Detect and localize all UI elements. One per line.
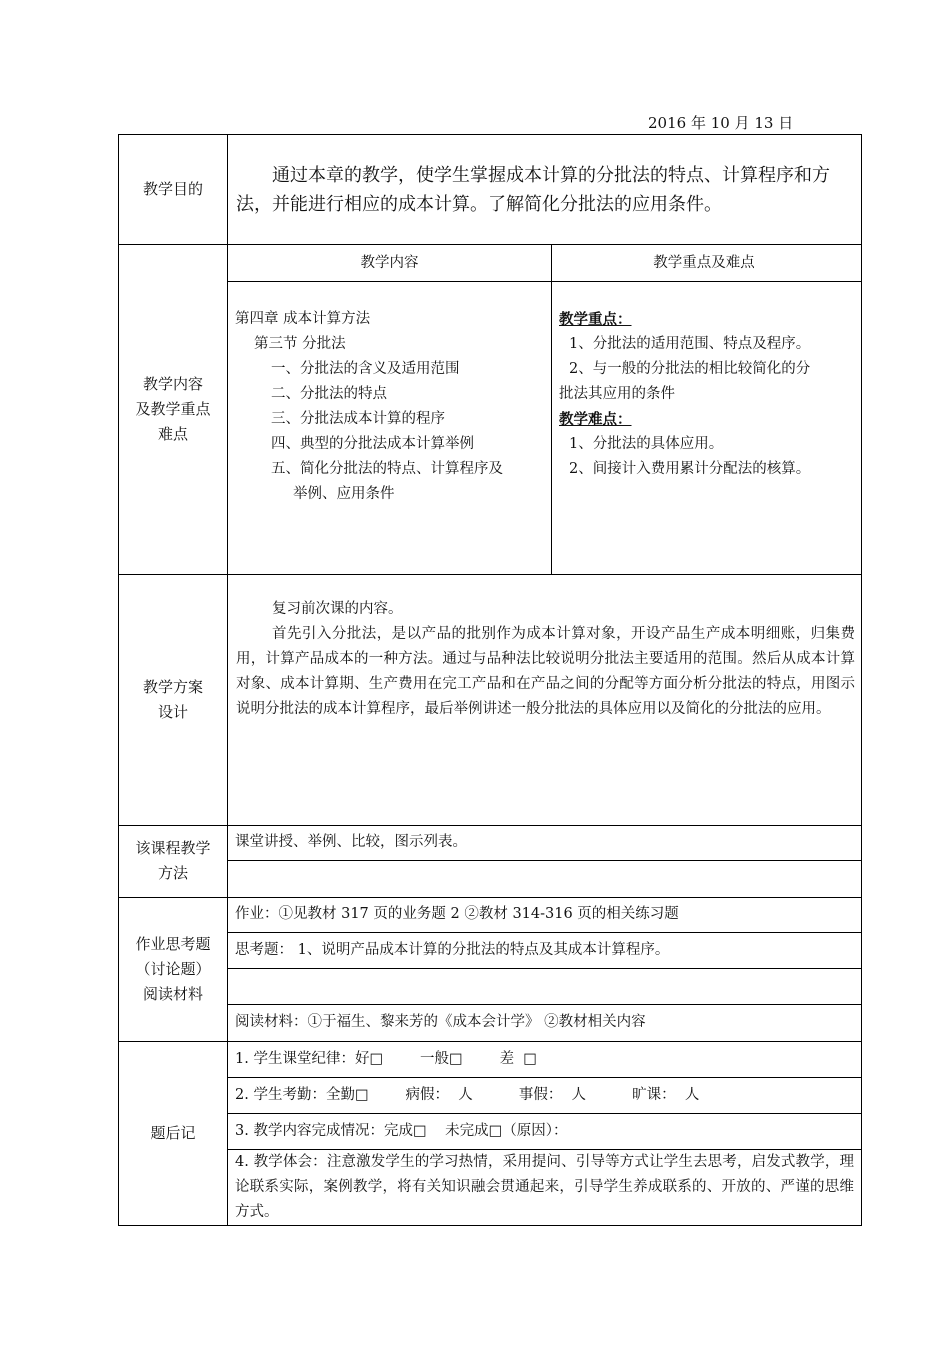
purpose-text: 通过本章的教学，使学生掌握成本计算的分批法的特点、计算程序和方法，并能进行相应的成本计算。了解简化分批法的应用条件。 <box>236 164 830 215</box>
label-content: 教学内容 及教学重点 难点 <box>119 245 228 575</box>
method-text: 课堂讲授、举例、比较，图示列表。 <box>235 834 467 851</box>
reading-material: 阅读材料：①于福生、黎来芳的《成本会计学》 ②教材相关内容 <box>228 1005 861 1041</box>
key-points <box>552 282 862 574</box>
row-method <box>119 825 862 897</box>
homework-blank <box>228 969 861 1005</box>
completion-line: 3. 教学内容完成情况：完成□ 未完成□（原因）： <box>228 1114 861 1150</box>
section-title: 第三节 分批法 <box>254 336 346 352</box>
row-homework <box>119 897 862 1041</box>
design-cell <box>228 574 862 825</box>
design-para-1: 复习前次课的内容。 <box>272 600 403 617</box>
reflection-text: 4. 教学体会：注意激发学生的学习热情，采用提问、引导等方式让学生去思考，启发式教学，理论联系实际，案例教学，将有关知识融会贯通起来，引导学生养成联系的、开放的、严谨的思维方式。 <box>228 1150 861 1226</box>
afternote-cell <box>228 1041 862 1226</box>
content-outline <box>228 282 552 574</box>
label-method: 该课程教学 方法 <box>119 825 228 897</box>
label-homework: 作业思考题 （讨论题） 阅读材料 <box>119 897 228 1041</box>
row-afternote <box>119 1041 862 1226</box>
method-cell <box>228 825 862 897</box>
row-purpose <box>119 135 862 245</box>
content-cell <box>228 245 862 575</box>
key-point-2: 2、与一般的分批法的相比较简化的分 <box>569 361 811 377</box>
header-key-points: 教学重点及难点 <box>552 245 862 282</box>
chapter-title: 第四章 成本计算方法 <box>235 311 371 327</box>
document-date: 2016 年 10 月 13 日 <box>648 114 794 132</box>
homework-text: 作业：①见教材 317 页的业务题 2 ②教材 314-316 页的相关练习题 <box>235 906 679 923</box>
attendance-line: 2. 学生考勤：全勤□ 病假： 人 事假： 人 旷课： 人 <box>228 1078 861 1114</box>
header-content: 教学内容 <box>228 245 552 282</box>
outline-item-1: 一、分批法的含义及适用范围 <box>271 361 460 377</box>
outline-item-5: 五、简化分批法的特点、计算程序及 <box>271 461 503 477</box>
key-point-2-cont: 批法其应用的条件 <box>559 386 675 402</box>
purpose-cell <box>228 135 862 245</box>
outline-item-4: 四、典型的分批法成本计算举例 <box>271 436 474 452</box>
difficulty-title: 教学难点： <box>559 411 632 428</box>
key-title: 教学重点： <box>559 311 632 328</box>
discipline-line: 1. 学生课堂纪律：好□ 一般□ 差 □ <box>235 1050 538 1067</box>
label-afternote: 题后记 <box>119 1041 228 1226</box>
row-content <box>119 245 862 575</box>
lesson-plan-table <box>118 134 862 1226</box>
key-point-1: 1、分批法的适用范围、特点及程序。 <box>569 336 811 352</box>
row-design <box>119 574 862 825</box>
outline-item-3: 三、分批法成本计算的程序 <box>271 411 445 427</box>
thinking-question: 思考题： 1、说明产品成本计算的分批法的特点及其成本计算程序。 <box>228 933 861 969</box>
difficulty-1: 1、分批法的具体应用。 <box>569 436 724 452</box>
content-subtable <box>228 245 861 574</box>
design-para-2: 首先引入分批法，是以产品的批别作为成本计算对象，开设产品生产成本明细账，归集费用，计算产品成本的一种方法。通过与品种法比较说明分批法主要适用的范围。然后从成本计算对象、成本计算期、生产费用在完工产品和在产品之间的分配等方面分析分批法的特点，用图示说明分批法的成本计算程序，最后举例讲述一般分批法的具体应用以及简化的分批法的应用。 <box>236 625 855 717</box>
homework-cell <box>228 897 862 1041</box>
outline-item-5-cont: 举例、应用条件 <box>293 486 395 502</box>
label-design: 教学方案 设计 <box>119 574 228 825</box>
outline-item-2: 二、分批法的特点 <box>271 386 387 402</box>
label-purpose: 教学目的 <box>119 135 228 245</box>
method-blank <box>228 861 861 897</box>
difficulty-2: 2、间接计入费用累计分配法的核算。 <box>569 461 811 477</box>
